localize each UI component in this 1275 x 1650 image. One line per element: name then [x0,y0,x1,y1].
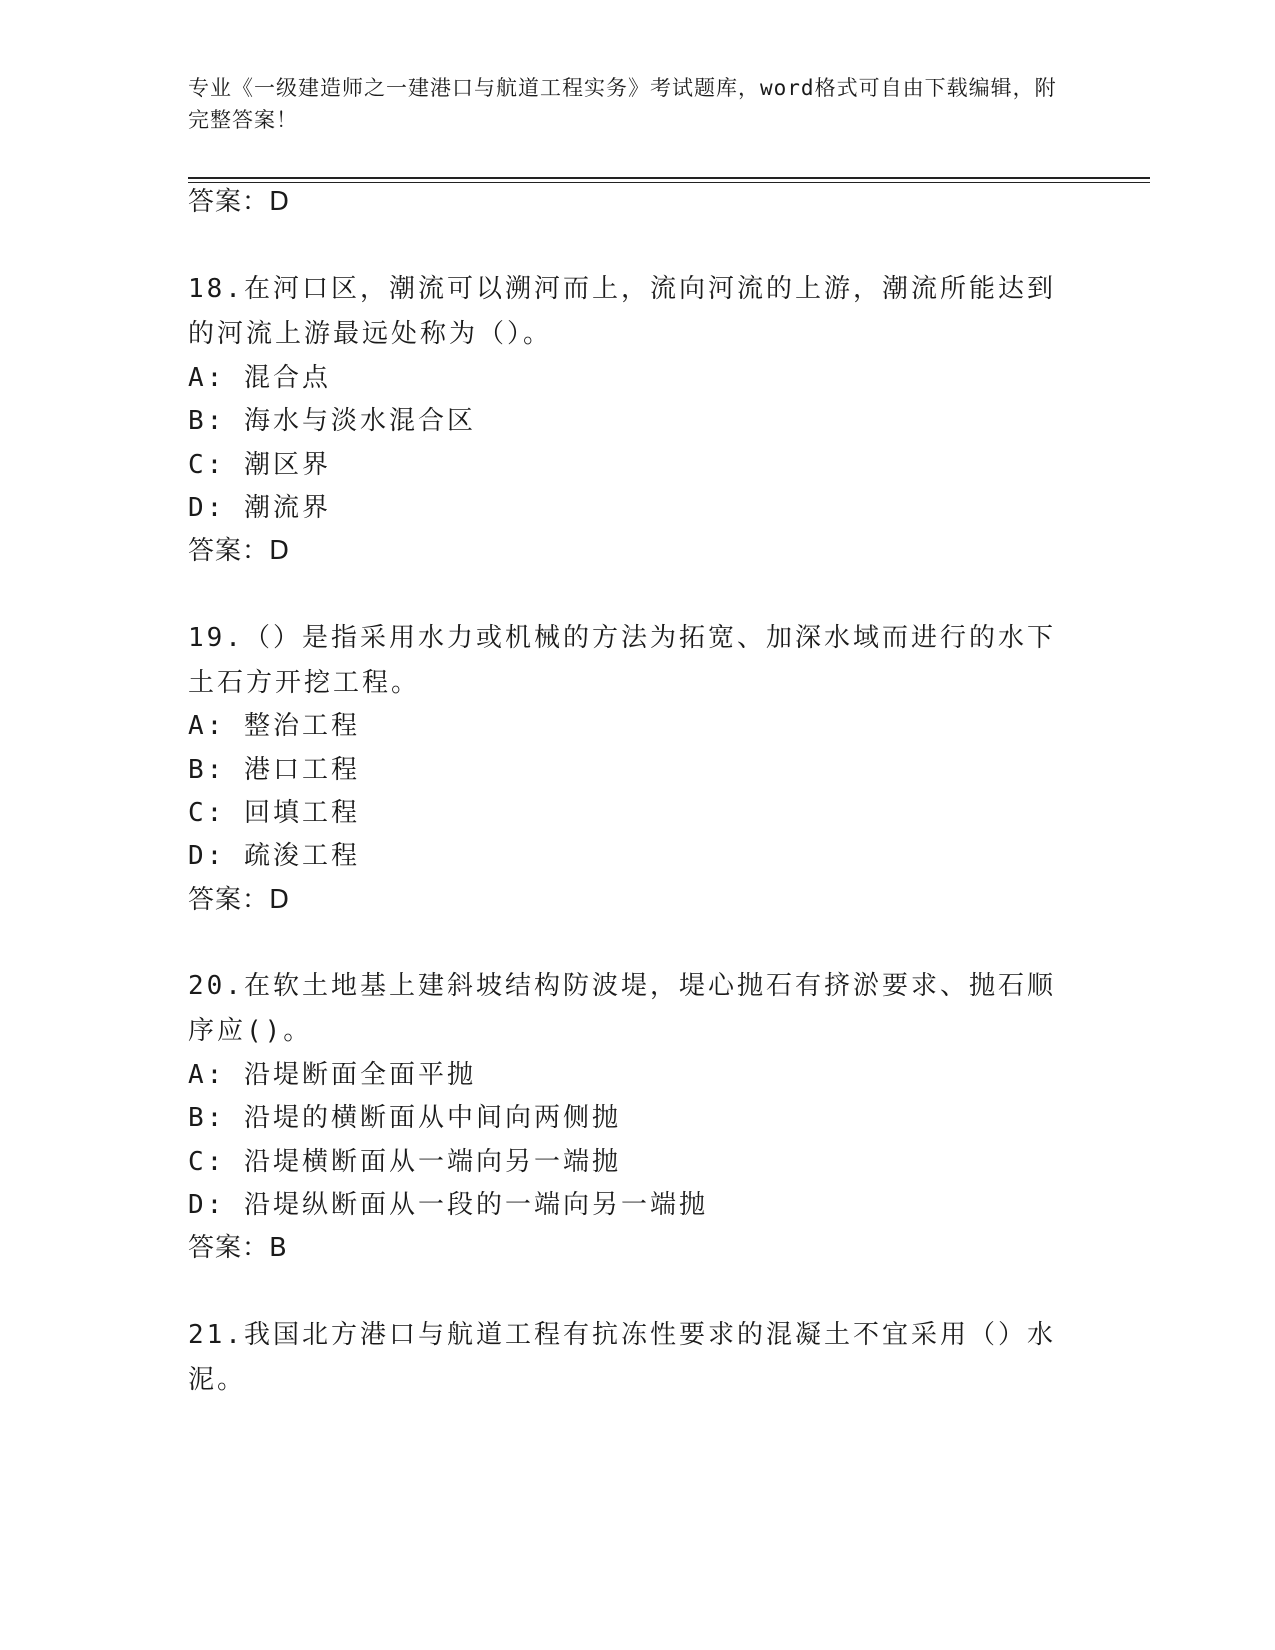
question-19-option-d: D: 疏浚工程 [188,841,360,871]
question-20-stem: 20.在软土地基上建斜坡结构防波堤，堤心抛石有挤淤要求、抛石顺序应()。 [188,971,1056,1046]
header-rule-thick [188,177,1150,179]
question-19-option-b: B: 港口工程 [188,755,360,785]
question-20-option-b: B: 沿堤的横断面从中间向两侧抛 [188,1103,621,1133]
question-18-option-a: A: 混合点 [188,363,331,393]
question-18-option-b: B: 海水与淡水混合区 [188,406,476,436]
question-20-answer: 答案：B [188,1233,288,1263]
header-rule-thin [188,182,1150,183]
question-19-answer: 答案：D [188,885,291,915]
question-20-option-a: A: 沿堤断面全面平抛 [188,1060,476,1090]
question-18-option-d: D: 潮流界 [188,493,331,523]
document-header: 专业《一级建造师之一建港口与航道工程实务》考试题库，word格式可自由下载编辑，附完整答案！ [188,76,1057,132]
question-19-option-a: A: 整治工程 [188,711,360,741]
question-18-answer: 答案：D [188,536,291,566]
question-19-stem: 19.（）是指采用水力或机械的方法为拓宽、加深水域而进行的水下土石方开挖工程。 [188,623,1056,698]
question-18-stem: 18.在河口区，潮流可以溯河而上，流向河流的上游，潮流所能达到的河流上游最远处称为（）。 [188,274,1056,349]
question-18-option-c: C: 潮区界 [188,450,331,480]
question-19-option-c: C: 回填工程 [188,798,360,828]
answer-prev: 答案：D [188,187,291,217]
question-21-stem: 21.我国北方港口与航道工程有抗冻性要求的混凝土不宜采用（）水泥。 [188,1320,1056,1395]
question-20-option-c: C: 沿堤横断面从一端向另一端抛 [188,1147,621,1177]
question-20-option-d: D: 沿堤纵断面从一段的一端向另一端抛 [188,1190,708,1220]
